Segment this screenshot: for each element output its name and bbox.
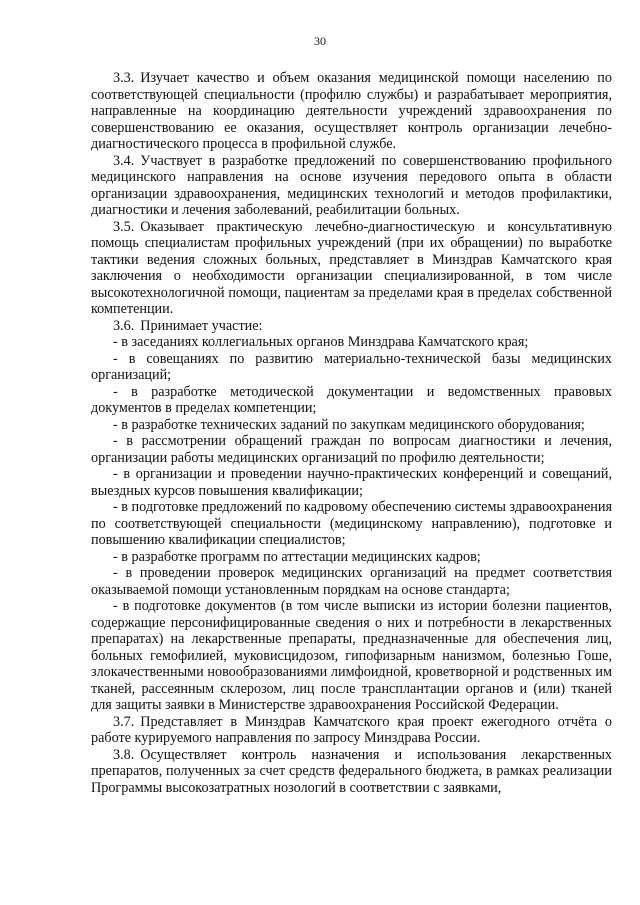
paragraph-3-5 [91, 219, 612, 318]
item-number: 3.6. [113, 317, 135, 334]
list-item: - в разработке программ по аттестации медицинских кадров; [113, 548, 481, 565]
list-item: - в подготовке предложений по кадровому обеспечению системы здравоохранения по соответствующей специальности (медицинскому направлению), подготовке и повышению квалификации специалистов; [91, 499, 612, 548]
item-text: Участвует в разработке предложений по совершенствованию профильного медицинского направления на основе изучения передового опыта в области организации здравоохранения, медицинских технологий и методов профилактики, диагностики и лечения заболеваний, реабилитации больных. [91, 152, 612, 218]
paragraph-3-3 [91, 70, 612, 153]
item-text: Представляет в Минздрав Камчатского края проект ежегодного отчёта о работе курируемого направления по запросу Минздрава России. [91, 713, 612, 746]
document-body [91, 70, 612, 796]
list-item: - в проведении проверок медицинских организаций на предмет соответствия оказываемой помощи установленным порядкам на основе стандарта; [91, 565, 612, 598]
item-text: Оказывает практическую лечебно-диагностическую и консультативную помощь специалистам профильных учреждений (при их обращении) по выработке тактики ведения сложных больных, представляет в Минздрав Камчатского края заключения о необходимости организации специализированной, в том числе высокотехнологичной помощи, пациентам за пределами края в пределах собственной компетенции. [91, 218, 612, 317]
paragraph-3-8 [91, 747, 612, 797]
paragraph-3-4 [91, 153, 612, 219]
item-number: 3.7. [113, 713, 135, 730]
list-item: - в разработке методической документации и ведомственных правовых документов в пределах компетенции; [91, 383, 612, 416]
list-item: - в организации и проведении научно-практических конференций и совещаний, выездных курсов повышения квалификации; [91, 466, 612, 499]
item-text: Изучает качество и объем оказания медицинской помощи населению по соответствующей специальности (профилю службы) и разрабатывает мероприятия, направленные на координацию деятельности учреждений здравоохранения по совершенствованию ее оказания, осуществляет контроль организации лечебно-диагностического процесса в профильной службе. [91, 70, 612, 152]
item-number: 3.8. [113, 746, 135, 763]
paragraph-3-7 [91, 714, 612, 747]
item-number: 3.3. [113, 70, 135, 86]
item-number: 3.4. [113, 152, 135, 169]
item-text: Осуществляет контроль назначения и использования лекарственных препаратов, полученных за счет средств федерального бюджета, в рамках реализации Программы высокозатратных нозологий в соответствии с заявками, [91, 746, 612, 796]
item-number: 3.5. [113, 218, 135, 235]
list-item: - в разработке технических заданий по закупкам медицинского оборудования; [113, 416, 585, 433]
paragraph-3-6 [91, 318, 612, 335]
list-item: - в подготовке документов (в том числе выписки из истории болезни пациентов, содержащие персонифицированные сведения о них и потребности в лекарственных препаратах) на лекарственные препараты, предназначенные для обеспечения лиц, больных гемофилией, муковисцидозом, гипофизарным нанизмом, болезнью Гоше, злокачественными новообразованиями лимфоидной, кроветворной и родственных им тканей, рассеянным склерозом, лиц после трансплантации органов и (или) тканей для защиты заявки в Министерстве здравоохранения Российской Федерации. [91, 598, 612, 713]
list-item: - в рассмотрении обращений граждан по вопросам диагностики и лечения, организации работы медицинских организаций по профилю деятельности; [91, 433, 612, 466]
list-item: - в заседаниях коллегиальных органов Минздрава Камчатского края; [113, 334, 529, 350]
item-text: Принимает участие: [140, 317, 263, 334]
page-number: 30 [314, 34, 326, 48]
list-item: - в совещаниях по развитию материально-технической базы медицинских организаций; [91, 350, 612, 383]
